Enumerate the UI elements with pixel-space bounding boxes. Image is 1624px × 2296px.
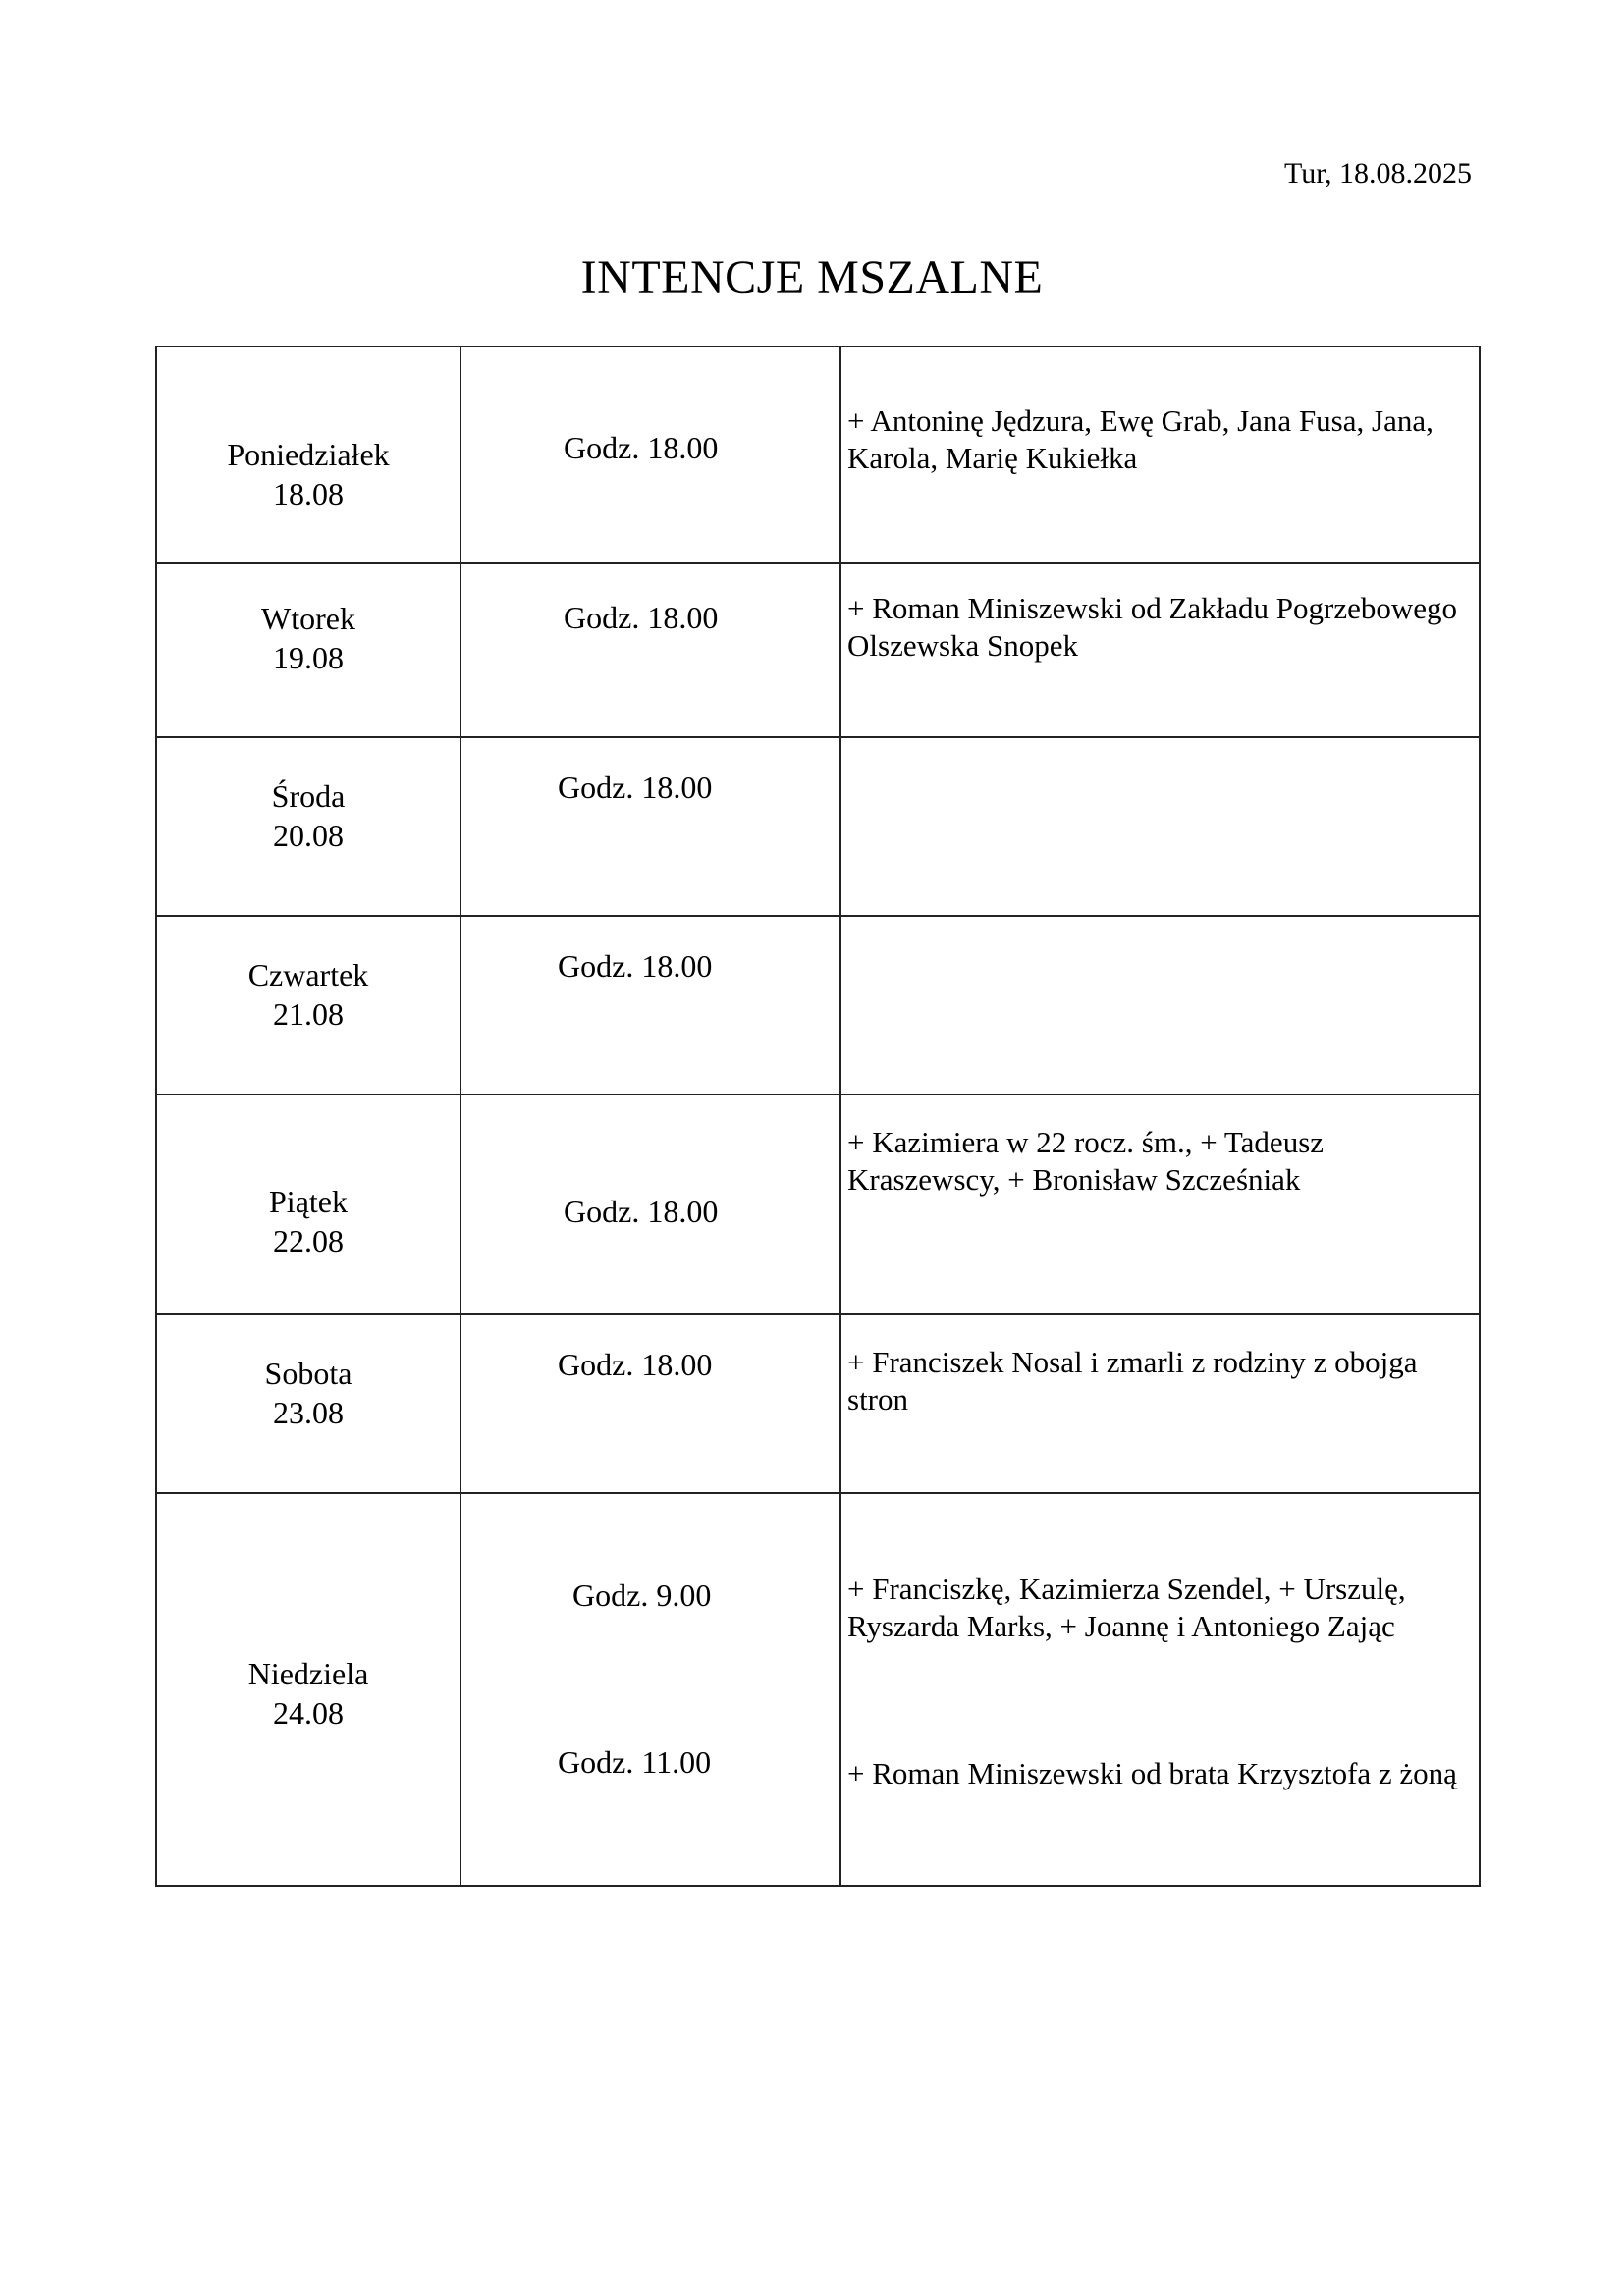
mass-time: Godz. 18.00 (558, 948, 713, 984)
table-row (156, 737, 1480, 916)
table-row (156, 1095, 1480, 1314)
intention-cell (840, 1095, 1480, 1314)
day-date: 21.08 (273, 996, 344, 1032)
intention-cell (840, 1314, 1480, 1493)
day-name: Sobota (264, 1356, 352, 1391)
mass-intention: + Roman Miniszewski od brata Krzysztofa z żoną (847, 1756, 1457, 1790)
day-cell (156, 563, 460, 737)
day-date: 24.08 (273, 1695, 344, 1731)
mass-intention: + Roman Miniszewski od Zakładu Pogrzebowego Olszewska Snopek (847, 590, 1458, 663)
mass-intentions-table (155, 346, 1481, 1887)
time-cell (460, 737, 840, 916)
mass-time: Godz. 18.00 (564, 1194, 719, 1229)
time-cell (460, 1493, 840, 1886)
day-cell (156, 1314, 460, 1493)
day-name: Czwartek (247, 957, 369, 992)
table-row (156, 1314, 1480, 1493)
table-row (156, 916, 1480, 1095)
day-date: 22.08 (273, 1223, 344, 1258)
day-cell (156, 737, 460, 916)
day-cell (156, 916, 460, 1095)
day-name: Piątek (269, 1184, 348, 1219)
mass-time: Godz. 11.00 (558, 1744, 712, 1780)
intention-cell (840, 737, 1480, 916)
table-row (156, 347, 1480, 563)
time-cell (460, 347, 840, 563)
place-date: Tur, 18.08.2025 (1283, 157, 1472, 189)
day-date: 23.08 (273, 1395, 344, 1430)
mass-intention: + Kazimiera w 22 rocz. śm., + Tadeusz Kraszewscy, + Bronisław Szcześniak (847, 1125, 1325, 1197)
time-cell (460, 916, 840, 1095)
table-row (156, 1493, 1480, 1886)
day-name: Środa (271, 778, 346, 814)
mass-intention: + Antoninę Jędzura, Ewę Grab, Jana Fusa, Jana, Karola, Marię Kukiełka (847, 402, 1434, 475)
time-cell (460, 563, 840, 737)
intention-cell (840, 563, 1480, 737)
mass-time: Godz. 9.00 (572, 1577, 712, 1613)
time-cell (460, 1314, 840, 1493)
intention-cell (840, 347, 1480, 563)
day-date: 19.08 (273, 639, 344, 675)
day-date: 18.08 (273, 475, 344, 511)
day-date: 20.08 (273, 818, 344, 853)
day-name: Niedziela (247, 1656, 369, 1691)
mass-time: Godz. 18.00 (558, 770, 713, 805)
day-name: Wtorek (261, 600, 355, 636)
mass-time: Godz. 18.00 (558, 1347, 713, 1382)
intention-cell (840, 916, 1480, 1095)
mass-time: Godz. 18.00 (564, 429, 719, 465)
mass-intention: + Franciszek Nosal i zmarli z rodziny z obojga stron (847, 1345, 1418, 1416)
day-cell (156, 1493, 460, 1886)
table-row (156, 563, 1480, 737)
mass-time: Godz. 18.00 (564, 599, 719, 635)
page-title: INTENCJE MSZALNE (580, 251, 1044, 303)
intention-cell (840, 1493, 1480, 1886)
mass-intention: + Franciszkę, Kazimierza Szendel, + Urszulę, Ryszarda Marks, + Joannę i Antoniego Zając (847, 1572, 1406, 1643)
day-cell (156, 1095, 460, 1314)
day-name: Poniedziałek (227, 436, 390, 472)
day-cell (156, 347, 460, 563)
time-cell (460, 1095, 840, 1314)
